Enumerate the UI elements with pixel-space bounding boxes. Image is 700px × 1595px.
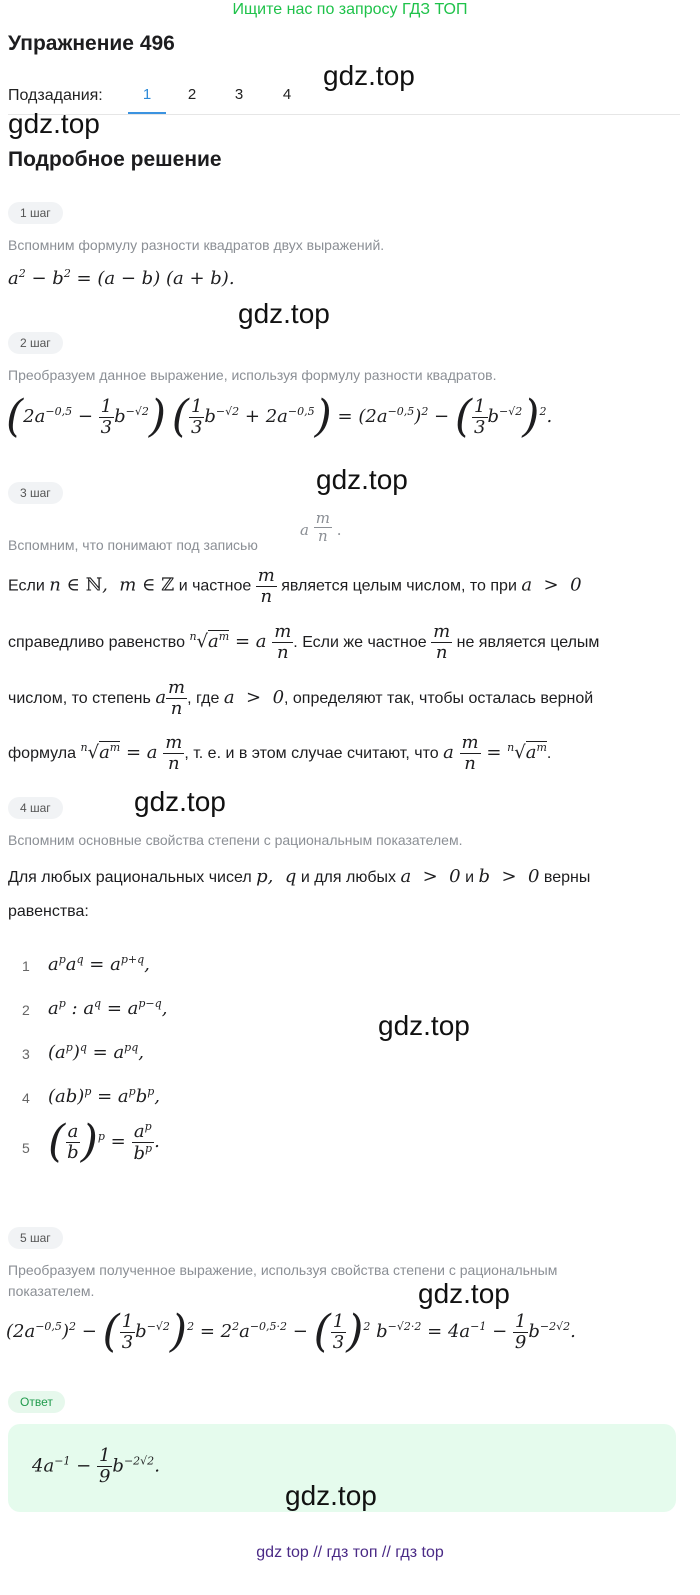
- list-number: 1: [22, 958, 30, 974]
- formula-step2: ($2a^{-0,5}$ − $\frac{1}{3}$ $b^{-√2}$) ( $\frac{1}{3}$ $b^{-√2} + 2a^{-0,5}) = (2a^{-0,5})^2$ − ( $\frac{1}{3}$ $b^{-√2})^2$.: [6, 391, 553, 442]
- watermark: gdz.top: [238, 298, 330, 329]
- step-hint: Преобразуем полученное выражение, используя свойства степени с рациональным: [8, 1262, 558, 1278]
- property-4: $(ab)^p = a^pb^p$,: [48, 1085, 161, 1107]
- watermark: gdz.top: [285, 1480, 377, 1511]
- watermark: gdz.top: [134, 786, 226, 817]
- formula-step5: $(2a^{-0,5})^2$ − ( $\frac{1}{3}$ $b^{-√2})^2 = 2^2a^{-0,5\cdot 2}$ − ( $\frac{1}{3}$ )$^2$ $b^{-√2\cdot 2} = 4a^{-1}$ − $\frac{1}{9}$ $b^{-2√2}$.: [6, 1306, 576, 1357]
- watermark: gdz.top: [316, 464, 408, 495]
- answer-badge: Ответ: [8, 1391, 65, 1413]
- step4-line1: Для любых рациональных чисел p, q и для любых a > 0 и b > 0 верны: [8, 866, 591, 887]
- power-notation: a $\frac{m}{n}$ .: [300, 509, 342, 545]
- list-number: 2: [22, 1002, 30, 1018]
- tabs-divider: [8, 114, 680, 115]
- watermark: gdz.top: [418, 1278, 510, 1309]
- section-title: Подробное решение: [8, 148, 222, 171]
- step-hint: Вспомним формулу разности квадратов двух выражений.: [8, 237, 385, 253]
- footer-links[interactable]: gdz top // гдз топ // гдз top: [256, 1544, 444, 1561]
- answer-formula: $4a^{-1}$ − $\frac{1}{9}$ $b^{-2√2}$.: [32, 1445, 160, 1487]
- step-badge: 2 шаг: [8, 332, 63, 354]
- step-badge: 3 шаг: [8, 482, 63, 504]
- tab-subtask-3[interactable]: 3: [234, 86, 244, 103]
- step4-line2: равенства:: [8, 903, 89, 920]
- property-2: $a^p$ : $a^q = a^{p-q}$,: [48, 997, 168, 1019]
- step-badge: 5 шаг: [8, 1227, 63, 1249]
- tab-subtask-2[interactable]: 2: [187, 86, 197, 103]
- property-5: ( $\frac{a}{b}$ )$^p$ = $\frac{a^p}{b^p}$ .: [48, 1116, 160, 1167]
- step3-line4: формула $^n√a^m = a$ $\frac{m}{n}$ , т. е. и в этом случае считают, что a $\frac{m}{n}$ = $^n√a^m$.: [8, 732, 552, 774]
- page-title: Упражнение 496: [8, 32, 175, 55]
- step-hint: Вспомним основные свойства степени с рациональным показателем.: [8, 832, 463, 848]
- tab-subtask-4[interactable]: 4: [282, 86, 292, 103]
- step3-line1: Если n ∈ ℕ, m ∈ ℤ и частное $\frac{m}{n}$ является целым числом, то при a > 0: [8, 565, 582, 607]
- step-badge: 4 шаг: [8, 797, 63, 819]
- tab-subtask-1[interactable]: 1: [142, 86, 152, 103]
- step-badge: 1 шаг: [8, 202, 63, 224]
- property-1: $a^pa^q = a^{p+q}$,: [48, 953, 150, 975]
- list-number: 5: [22, 1140, 30, 1156]
- step3-line3: числом, то степень a $\frac{m}{n}$ , где a > 0, определяют так, чтобы осталась верной: [8, 677, 594, 719]
- watermark: gdz.top: [323, 60, 415, 91]
- list-number: 3: [22, 1046, 30, 1062]
- step-hint: Вспомним, что понимают под записью: [8, 537, 258, 553]
- watermark: gdz.top: [378, 1010, 470, 1041]
- watermark: gdz.top: [8, 108, 100, 139]
- formula-difference-of-squares: $a^2 - b^2 = (a - b) (a + b)$.: [8, 267, 235, 289]
- list-number: 4: [22, 1090, 30, 1106]
- step-hint: Преобразуем данное выражение, используя формулу разности квадратов.: [8, 367, 497, 383]
- search-banner[interactable]: Ищите нас по запросу ГДЗ ТОП: [232, 1, 468, 18]
- property-3: $(a^p)^q = a^{pq}$,: [48, 1041, 144, 1063]
- step-hint: показателем.: [8, 1283, 95, 1299]
- step3-line2: справедливо равенство $^n√a^m = a$ $\frac{m}{n}$ . Если же частное $\frac{m}{n}$ не является целым: [8, 621, 600, 664]
- subtasks-label: Подзадания:: [8, 87, 103, 104]
